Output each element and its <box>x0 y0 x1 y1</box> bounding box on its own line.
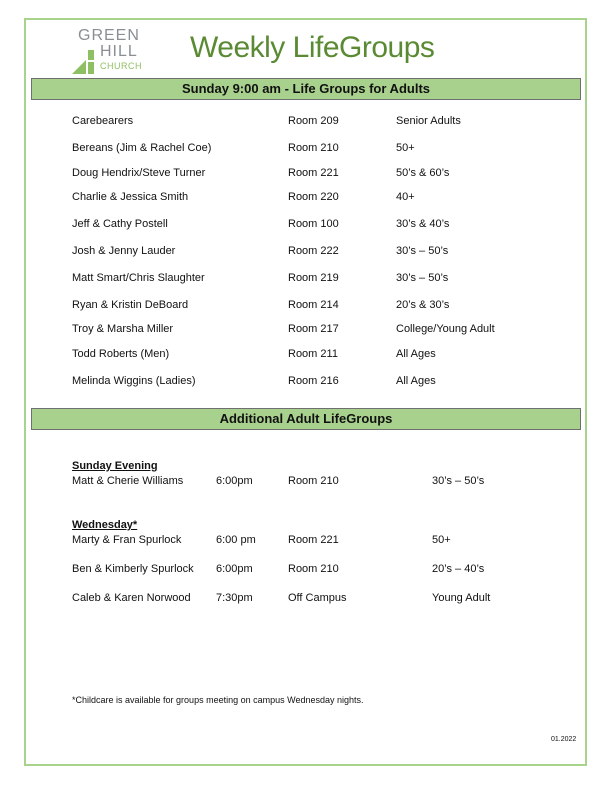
group-time: 7:30pm <box>216 592 253 604</box>
group-name: Bereans (Jim & Rachel Coe) <box>72 142 212 154</box>
subheading-wednesday: Wednesday* <box>72 519 138 531</box>
group-room: Room 210 <box>288 142 339 154</box>
group-room: Room 220 <box>288 191 339 203</box>
group-age: All Ages <box>396 348 436 360</box>
group-name: Troy & Marsha Miller <box>72 323 174 335</box>
group-room: Room 100 <box>288 218 339 230</box>
group-age: 50+ <box>396 142 415 154</box>
group-age: Young Adult <box>432 592 491 604</box>
page-title: Weekly LifeGroups <box>190 31 435 64</box>
list-item <box>0 346 612 362</box>
group-name: Melinda Wiggins (Ladies) <box>72 375 196 387</box>
list-item <box>0 216 612 232</box>
list-item <box>0 189 612 205</box>
list-item <box>0 140 612 156</box>
hill-logo-icon <box>72 46 100 76</box>
section-heading-additional: Additional Adult LifeGroups <box>31 408 581 430</box>
group-name: Jeff & Cathy Postell <box>72 218 168 230</box>
group-age: 40+ <box>396 191 415 203</box>
page-border <box>24 18 587 766</box>
list-item <box>0 297 612 313</box>
group-room: Room 214 <box>288 299 339 311</box>
list-item <box>0 113 612 129</box>
group-name: Matt Smart/Chris Slaughter <box>72 272 205 284</box>
group-age: 20’s & 30’s <box>396 299 450 311</box>
group-age: 20’s – 40’s <box>432 563 485 575</box>
church-logo <box>72 28 142 78</box>
group-name: Matt & Cherie Williams <box>72 475 184 487</box>
group-name: Josh & Jenny Lauder <box>72 245 176 257</box>
childcare-footnote: *Childcare is available for groups meeting on campus Wednesday nights. <box>72 695 364 705</box>
group-age: 30’s – 50’s <box>396 272 449 284</box>
list-item <box>0 473 612 489</box>
group-time: 6:00pm <box>216 475 253 487</box>
group-age: 30’s & 40’s <box>396 218 450 230</box>
group-room: Room 221 <box>288 534 339 546</box>
group-age: All Ages <box>396 375 436 387</box>
logo-text-green: GREEN <box>78 27 140 44</box>
list-item <box>0 532 612 548</box>
group-room: Room 219 <box>288 272 339 284</box>
group-room: Room 211 <box>288 348 338 360</box>
list-item <box>0 243 612 259</box>
group-time: 6:00pm <box>216 563 253 575</box>
list-item <box>0 373 612 389</box>
logo-text-hill: HILL <box>100 43 138 60</box>
group-name: Marty & Fran Spurlock <box>72 534 182 546</box>
group-room: Room 209 <box>288 115 339 127</box>
list-item <box>0 270 612 286</box>
group-room: Room 217 <box>288 323 339 335</box>
group-room: Room 221 <box>288 167 339 179</box>
group-age: 50+ <box>432 534 451 546</box>
group-age: 30’s – 50’s <box>432 475 485 487</box>
section-heading-sunday: Sunday 9:00 am - Life Groups for Adults <box>31 78 581 100</box>
group-name: Ben & Kimberly Spurlock <box>72 563 194 575</box>
group-name: Todd Roberts (Men) <box>72 348 170 360</box>
group-name: Ryan & Kristin DeBoard <box>72 299 189 311</box>
group-age: 30’s – 50’s <box>396 245 449 257</box>
group-room: Room 222 <box>288 245 339 257</box>
group-age: 50’s & 60’s <box>396 167 450 179</box>
list-item <box>0 321 612 337</box>
revision-date: 01.2022 <box>551 736 577 743</box>
group-name: Doug Hendrix/Steve Turner <box>72 167 206 179</box>
group-name: Carebearers <box>72 115 134 127</box>
group-room: Off Campus <box>288 592 347 604</box>
group-room: Room 216 <box>288 375 339 387</box>
group-name: Caleb & Karen Norwood <box>72 592 191 604</box>
list-item <box>0 165 612 181</box>
group-time: 6:00 pm <box>216 534 256 546</box>
group-name: Charlie & Jessica Smith <box>72 191 189 203</box>
list-item <box>0 561 612 577</box>
subheading-sunday-evening: Sunday Evening <box>72 460 158 472</box>
group-room: Room 210 <box>288 475 339 487</box>
logo-text-church: CHURCH <box>100 61 142 71</box>
group-age: College/Young Adult <box>396 323 495 335</box>
group-age: Senior Adults <box>396 115 461 127</box>
group-room: Room 210 <box>288 563 339 575</box>
list-item <box>0 590 612 606</box>
